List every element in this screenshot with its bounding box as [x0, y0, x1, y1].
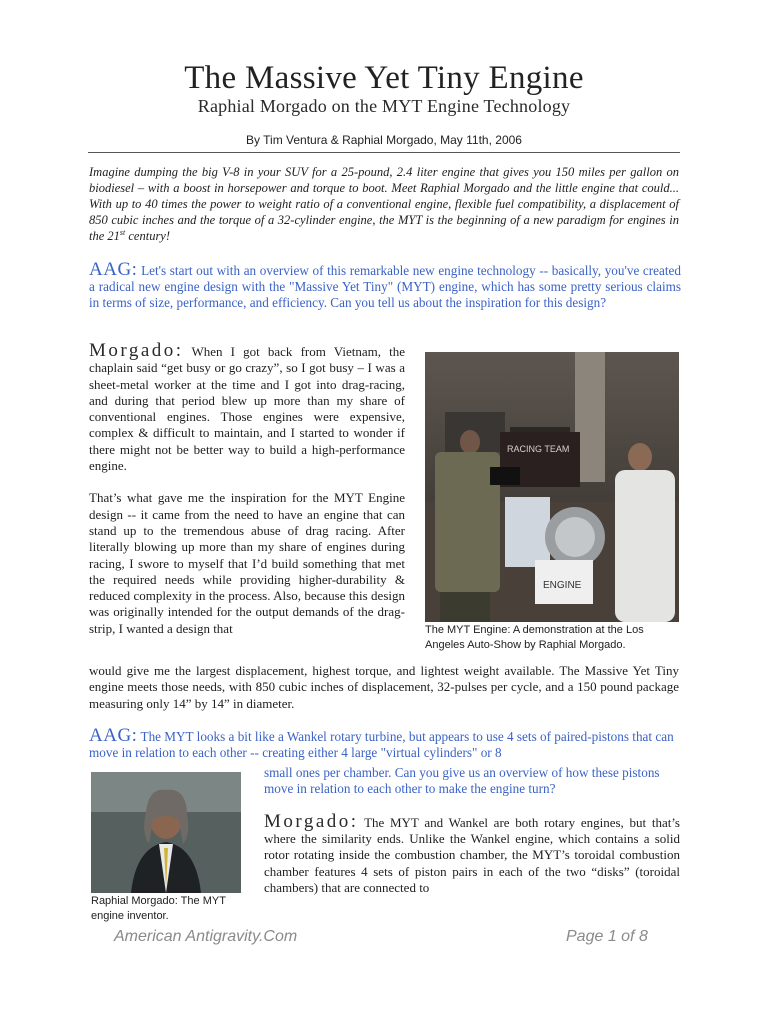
engine-demo-photo	[425, 352, 679, 622]
answer-1-paragraph-2: That’s what gave me the inspiration for the MYT Engine design -- it came from the need to have an engine that can stand up to the tremendous abuse of drag racing. After literally blowing up more than my share of engines during racing, I swore to myself that I’d build something that met the required needs while providing higher-durability & reduced complexity in the process. Also, because this design was originally intended for the output demands of the drag-strip, I wanted a design that	[89, 490, 405, 636]
byline: By Tim Ventura & Raphial Morgado, May 11th, 2006	[246, 133, 522, 147]
inventor-portrait	[91, 772, 241, 893]
answer-1-continuation: would give me the largest displacement, highest torque, and lightest weight available. The Massive Yet Tiny engine meets those needs, with 850 cubic inches of displacement, 32-pulses per cycle, and a 150 pound package measuring only 14” by 14” in diameter.	[89, 663, 679, 711]
question-2-first-line	[89, 725, 681, 761]
engine-sign-text: ENGINE	[543, 580, 582, 591]
engine-demo-illustration	[425, 352, 679, 622]
intro-superscript: st	[119, 227, 126, 237]
answer-2-paragraph	[264, 811, 680, 896]
engine-photo-caption: The MYT Engine: A demonstration at the Los Angeles Auto-Show by Raphial Morgado.	[425, 624, 644, 651]
inventor-photo	[91, 772, 241, 893]
question-1-text: Let's start out with an overview of this remarkable new engine technology -- basically, you've created a radical new engine design with the "Massive Yet Tiny" (MYT) engine, which has some pretty serious claims in terms of size, performance, and efficiency. Can you tell us about the inspiration for this design?	[89, 263, 681, 311]
answer-2-speaker: Morgado:	[264, 811, 359, 832]
banner-text: RACING TEAM	[507, 444, 570, 454]
footer-site-name: American Antigravity.Com	[114, 928, 298, 945]
intro-tail: century!	[125, 229, 171, 243]
inventor-photo-caption: Raphial Morgado: The MYT engine inventor.	[91, 895, 226, 922]
answer-1-column	[89, 340, 405, 637]
answer-1-paragraph-1	[89, 340, 405, 474]
footer-page-number: Page 1 of 8	[566, 928, 648, 945]
question-2-rest: small ones per chamber. Can you give us an overview of how these pistons move in relation to each other to make the engine turn?	[264, 765, 660, 797]
header-divider	[88, 152, 680, 153]
answer-1-speaker: Morgado:	[89, 340, 184, 361]
question-2-text-1: The MYT looks a bit like a Wankel rotary turbine, but appears to use 4 sets of paired-pistons that can move in relation to each other -- creating either 4 large "virtual cylinders" or 8	[89, 729, 674, 761]
question-1	[89, 259, 681, 312]
answer-1-text-1: When I got back from Vietnam, the chaplain said “get busy or go crazy”, so I got busy – I was a sheet-metal worker at the time and I got into drag-racing, and during that period blew up more than my share of conventional engines. Those engines were expensive, complex & difficult to maintain, and I started to wonder if there might not be better way to build a high-performance engine.	[89, 344, 405, 474]
answer-2-text: The MYT and Wankel are both rotary engines, but that’s where the similarity ends. Unlike the Wankel engine, which contains a solid rotor rotating inside the combustion chamber, the MYT’s toroidal combustion chamber features 4 sets of piston pairs in each of the two “disks” (toroidal chambers) that are connected to	[264, 815, 680, 895]
question-2-speaker: AAG:	[89, 725, 138, 746]
page-subtitle: Raphial Morgado on the MYT Engine Technology	[197, 96, 571, 116]
intro-text: Imagine dumping the big V-8 in your SUV for a 25-pound, 2.4 liter engine that gives you 150 miles per gallon on biodiesel – with a boost in horsepower and torque to boot. Meet Raphial Morgado and the little engine that could... With up to 40 times the power to weight ratio of a conventional engine, flexible fuel compatibility, a displacement of 850 cubic inches and the torque of a 32-cylinder engine, the MYT is the beginning of a new paradigm for engines in the 21	[89, 165, 679, 243]
intro-paragraph	[89, 164, 679, 244]
page-title: The Massive Yet Tiny Engine	[184, 60, 584, 96]
question-1-speaker: AAG:	[89, 259, 138, 280]
